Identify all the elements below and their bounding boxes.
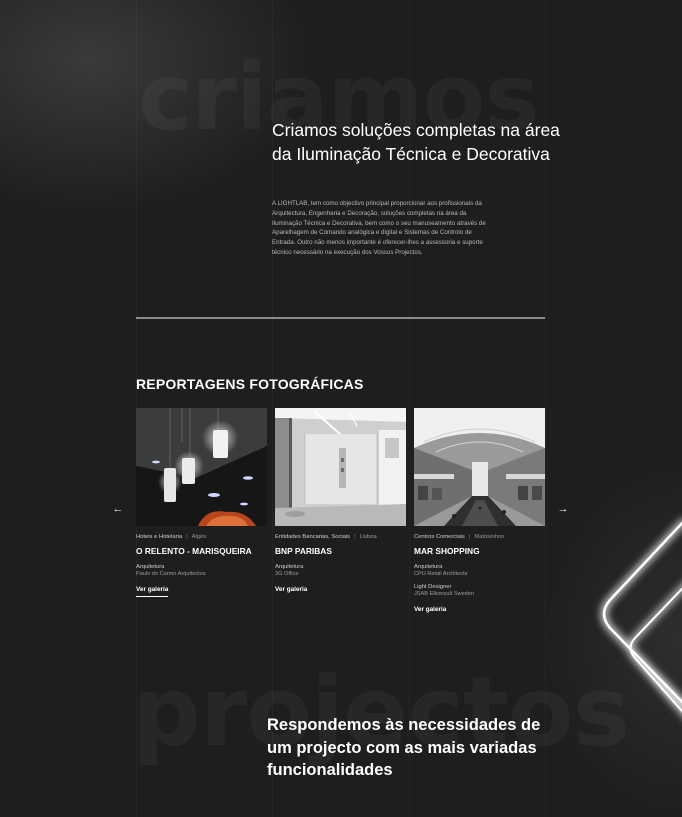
category-separator: | bbox=[468, 534, 471, 540]
credit-role: Light Designer bbox=[414, 584, 452, 590]
card-category bbox=[275, 534, 406, 540]
location-label: Lisboa bbox=[359, 534, 377, 540]
category-separator: | bbox=[354, 534, 356, 540]
hero-description: A LIGHTLAB, tem como objectivo principal proporcionar aos profissionais da Arquitectura, Engenharia e Decoração, soluções completas na área da Iluminação Técnica e Decorativa, bem como o seu manuseamento através de Aparelhagem de Comando analógica e digital e Sistemas de Controlo de Entrada. Outro não menos importante é oferecer-lhes a assessoria e suporte técnico necessário na execução dos Vossos Projectos. bbox=[272, 200, 486, 256]
credit-name: 3G Office bbox=[275, 571, 299, 577]
credit-role: Arquitetura bbox=[414, 564, 443, 570]
functionality-section-title: Respondemos às necessidades de um projecto com as mais variadas funcionalidades bbox=[267, 716, 541, 779]
category-label: Centros Comerciais bbox=[414, 534, 465, 540]
location-label: Algés bbox=[191, 534, 207, 540]
category-separator: | bbox=[186, 534, 188, 540]
arrow-left-icon[interactable]: ← bbox=[112, 503, 124, 515]
category-label: Entidades Bancarias, Sociais bbox=[275, 534, 351, 540]
report-card-mar-shopping bbox=[414, 408, 545, 616]
report-photo-mall[interactable] bbox=[414, 408, 545, 526]
credit-name: JSAB Elkonsult Sweden bbox=[414, 591, 475, 597]
view-gallery-link[interactable]: Ver galeria bbox=[414, 606, 447, 613]
card-category bbox=[414, 534, 545, 540]
card-title[interactable]: O RELENTO - MARISQUEIRA bbox=[136, 546, 252, 556]
category-label: Hoteis e Hotelaria bbox=[136, 534, 183, 540]
credit-name: CPU Retail Architects bbox=[414, 571, 468, 577]
card-title[interactable]: MAR SHOPPING bbox=[414, 546, 480, 556]
report-photo-restaurant[interactable] bbox=[136, 408, 267, 526]
location-label: Matosinhos bbox=[474, 534, 505, 540]
credit-role: Arquitetura bbox=[136, 564, 165, 570]
view-gallery-link[interactable]: Ver galeria bbox=[275, 586, 308, 593]
card-category bbox=[136, 534, 267, 540]
reports-section-title: REPORTAGENS FOTOGRÁFICAS bbox=[136, 376, 364, 392]
view-gallery-link[interactable]: Ver galeria bbox=[136, 586, 168, 597]
credit-name: Paulo do Carmo Arquitectos bbox=[136, 571, 206, 577]
report-photo-office[interactable] bbox=[275, 408, 406, 526]
arrow-right-icon[interactable]: → bbox=[557, 503, 569, 515]
credit-role: Arquitetura bbox=[275, 564, 304, 570]
hero-title: Criamos soluções completas na área da Iluminação Técnica e Decorativa bbox=[272, 120, 560, 164]
section-divider bbox=[136, 317, 545, 319]
report-card-relento bbox=[136, 408, 267, 597]
report-card-bnp bbox=[275, 408, 406, 596]
card-title[interactable]: BNP PARIBAS bbox=[275, 546, 332, 556]
